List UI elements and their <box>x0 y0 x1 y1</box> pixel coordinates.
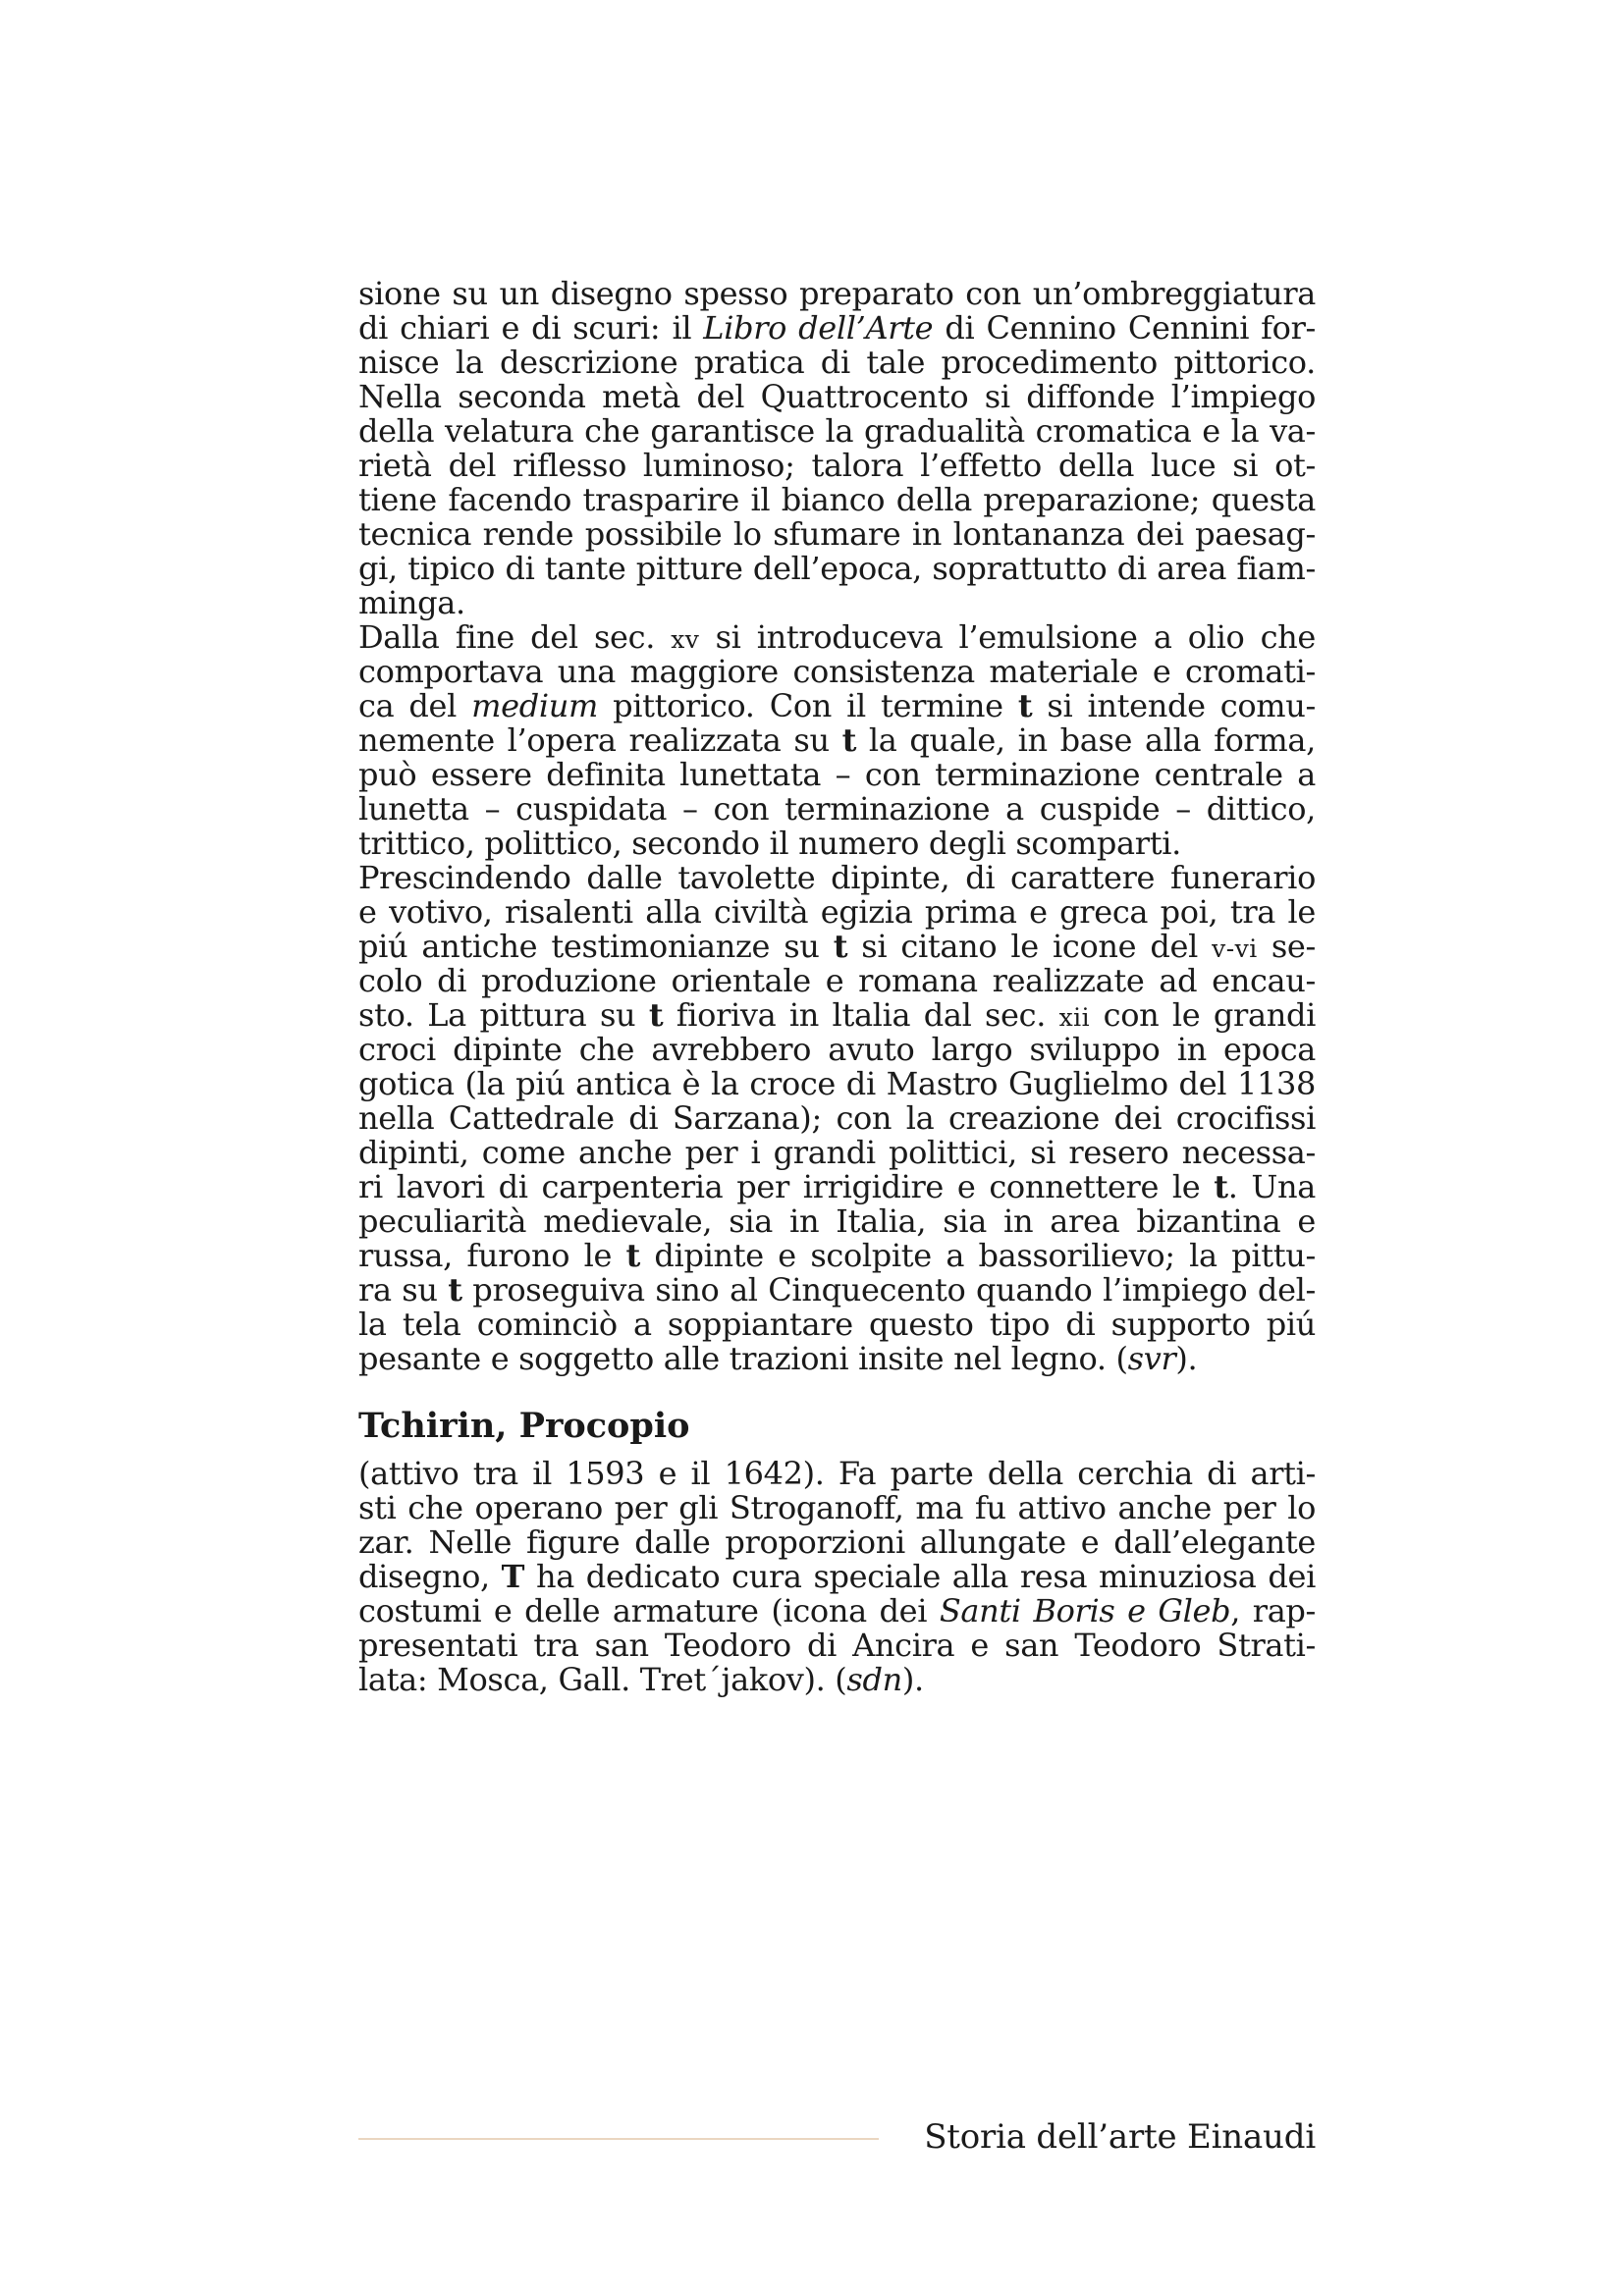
text-line: la tela cominciò a soppiantare questo tipo di supporto piú <box>358 1308 1316 1342</box>
paragraph-continuation <box>358 277 1316 620</box>
text-line: gi, tipico di tante pitture dell’epoca, soprattutto di area fiam- <box>358 552 1316 586</box>
page-footer <box>358 2112 1316 2162</box>
text-line: ra su t proseguiva sino al Cinquecento quando l’impiego del- <box>358 1273 1316 1308</box>
text-line: ca del medium pittorico. Con il termine t si intende comu- <box>358 689 1316 723</box>
text-line: nisce la descrizione pratica di tale procedimento pittorico. <box>358 346 1316 380</box>
text-line: russa, furono le t dipinte e scolpite a bassorilievo; la pittu- <box>358 1239 1316 1273</box>
text-line: disegno, T ha dedicato cura speciale alla resa minuziosa dei <box>358 1560 1316 1594</box>
text-line: colo di produzione orientale e romana realizzate ad encau- <box>358 964 1316 998</box>
text-line: lunetta – cuspidata – con terminazione a cuspide – dittico, <box>358 792 1316 827</box>
paragraph-history <box>358 861 1316 1376</box>
text-line: e votivo, risalenti alla civiltà egizia prima e greca poi, tra le <box>358 895 1316 930</box>
text-line: ri lavori di carpenteria per irrigidire e connettere le t. Una <box>358 1170 1316 1204</box>
text-line: della velatura che garantisce la gradualità cromatica e la va- <box>358 414 1316 449</box>
entry-tchirin <box>358 1406 1316 1697</box>
text-line: nella Cattedrale di Sarzana); con la creazione dei crocifissi <box>358 1101 1316 1136</box>
text-line: nemente l’opera realizzata su t la quale, in base alla forma, <box>358 723 1316 758</box>
text-line: costumi e delle armature (icona dei Santi Boris e Gleb, rap- <box>358 1594 1316 1629</box>
text-line: sione su un disegno spesso preparato con un’ombreggiatura <box>358 277 1316 311</box>
footer-rule <box>358 2138 879 2140</box>
text-line: lata: Mosca, Gall. Tret´jakov). (sdn). <box>358 1661 924 1698</box>
page-body <box>358 277 1316 1697</box>
text-line: tecnica rende possibile lo sfumare in lontananza dei paesag- <box>358 517 1316 552</box>
paragraph-oil-emulsion <box>358 620 1316 861</box>
text-line: sto. La pittura su t fioriva in ltalia dal sec. xii con le grandi <box>358 998 1316 1033</box>
text-line: pesante e soggetto alle trazioni insite nel legno. (svr). <box>358 1340 1198 1377</box>
text-line: peculiarità medievale, sia in Italia, sia in area bizantina e <box>358 1204 1316 1239</box>
text-line: gotica (la piú antica è la croce di Mastro Guglielmo del 1138 <box>358 1067 1316 1101</box>
text-line: piú antiche testimonianze su t si citano le icone del v-vi se- <box>358 930 1316 964</box>
text-line: croci dipinte che avrebbero avuto largo sviluppo in epoca <box>358 1033 1316 1067</box>
text-line: (attivo tra il 1593 e il 1642). Fa parte della cerchia di arti- <box>358 1457 1316 1491</box>
text-line: Prescindendo dalle tavolette dipinte, di carattere funerario <box>358 861 1316 895</box>
text-line: tiene facendo trasparire il bianco della preparazione; questa <box>358 483 1316 517</box>
text-line: Dalla fine del sec. xv si introduceva l’emulsione a olio che <box>358 620 1316 655</box>
text-line: può essere definita lunettata – con terminazione centrale a <box>358 758 1316 792</box>
text-line: comportava una maggiore consistenza materiale e cromati- <box>358 655 1316 689</box>
text-line: presentati tra san Teodoro di Ancira e san Teodoro Strati- <box>358 1629 1316 1663</box>
text-line: Nella seconda metà del Quattrocento si diffonde l’impiego <box>358 380 1316 414</box>
text-line: rietà del riflesso luminoso; talora l’effetto della luce si ot- <box>358 449 1316 483</box>
text-line: zar. Nelle figure dalle proporzioni allungate e dall’elegante <box>358 1525 1316 1560</box>
footer-title: Storia dell’arte Einaudi <box>924 2117 1316 2157</box>
text-line: trittico, polittico, secondo il numero degli scomparti. <box>358 825 1181 862</box>
italic-title: Libro dell’Arte <box>703 311 934 346</box>
text-line: dipinti, come anche per i grandi polittici, si resero necessa- <box>358 1136 1316 1170</box>
text-line: minga. <box>358 584 465 621</box>
entry-heading: Tchirin, Procopio <box>358 1406 690 1446</box>
text-line: sti che operano per gli Stroganoff, ma fu attivo anche per lo <box>358 1491 1316 1525</box>
text-line: di chiari e di scuri: il Libro dell’Arte di Cennino Cennini for- <box>358 311 1316 346</box>
